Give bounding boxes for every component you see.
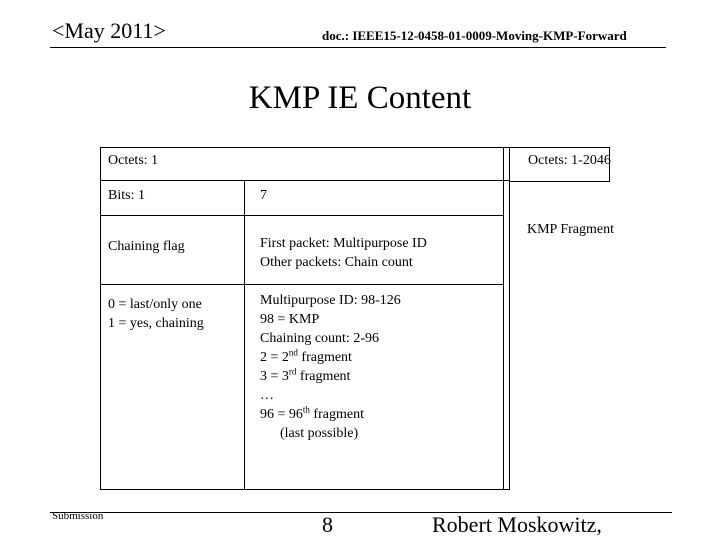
bits-column-divider	[244, 180, 245, 489]
multipurpose-range: Multipurpose ID: 98-126	[260, 293, 401, 308]
ellipsis-line: …	[260, 388, 274, 403]
third-fragment-suffix: fragment	[296, 369, 351, 384]
fragment-column-bottom-border	[509, 181, 610, 182]
last-fragment-prefix: 96 = 96	[260, 407, 303, 422]
octets-right-label: Octets: 1-2046	[528, 153, 611, 168]
first-packet-text: First packet: Multipurpose ID	[260, 236, 427, 251]
last-fragment-sup: th	[302, 404, 310, 415]
octets-left-label: Octets: 1	[108, 153, 159, 168]
other-packets-text: Other packets: Chain count	[260, 255, 413, 270]
flag-one-text: 1 = yes, chaining	[108, 316, 204, 331]
fragment-column-top-border	[509, 147, 610, 148]
chaining-count-range: Chaining count: 2-96	[260, 331, 379, 346]
flag-row-divider	[101, 284, 504, 285]
second-fragment-prefix: 2 = 2	[260, 350, 289, 365]
kmp-value: 98 = KMP	[260, 312, 320, 327]
chaining-flag-label: Chaining flag	[108, 239, 185, 254]
bits-row-divider	[101, 215, 504, 216]
bits-label: Bits: 1	[108, 188, 145, 203]
header-doc-id: doc.: IEEE15-12-0458-01-0009-Moving-KMP-Forward	[322, 28, 627, 43]
header-date: <May 2011>	[52, 18, 166, 43]
last-possible-note: (last possible)	[280, 426, 359, 441]
slide-title: KMP IE Content	[248, 80, 472, 116]
third-fragment-sup: rd	[288, 366, 297, 377]
last-fragment-suffix: fragment	[309, 407, 364, 422]
fragment-column-divider	[503, 148, 504, 489]
octets-row-divider	[101, 180, 509, 181]
second-fragment-line	[260, 348, 401, 367]
last-fragment-line	[260, 405, 401, 424]
kmp-fragment-label: KMP Fragment	[527, 222, 614, 237]
third-fragment-prefix: 3 = 3	[260, 369, 289, 384]
header-divider	[50, 47, 666, 48]
second-fragment-sup: nd	[288, 347, 298, 358]
flag-zero-text: 0 = last/only one	[108, 297, 202, 312]
value-list	[260, 291, 401, 443]
footer-page-number: 8	[322, 512, 333, 537]
second-fragment-suffix: fragment	[297, 350, 352, 365]
third-fragment-line	[260, 367, 401, 386]
bits-value: 7	[260, 188, 267, 203]
footer-submission: Submission	[52, 510, 104, 522]
footer-author: Robert Moskowitz,	[432, 512, 602, 537]
